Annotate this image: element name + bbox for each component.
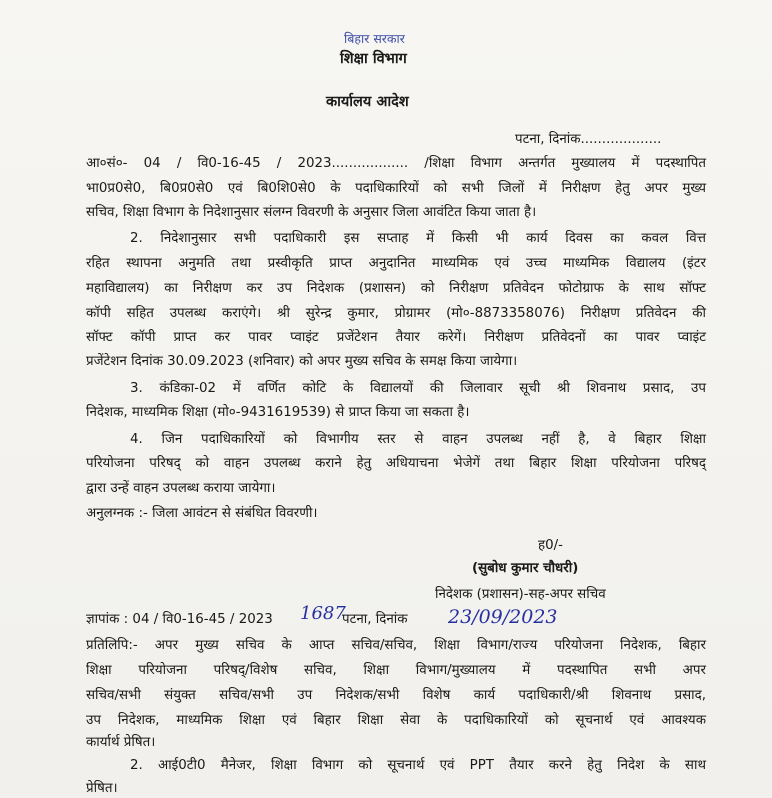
copy-line: कार्यार्थ प्रेषित। xyxy=(86,735,156,750)
para3-line: 3. कंडिका-02 में वर्णित कोटि के विद्यालयों की जिलावार सूची श्री शिवनाथ प्रसाद, उप xyxy=(130,381,706,396)
government-header: बिहार सरकार xyxy=(344,31,405,46)
copy2-line: 2. आई0टी0 मैनेजर, शिक्षा विभाग को सूचनार्थ एवं PPT तैयार करने हेतु निदेश के साथ xyxy=(130,758,706,773)
order-title: कार्यालय आदेश xyxy=(326,94,409,110)
copy-line: उप निदेशक, माध्यमिक शिक्षा एवं बिहार शिक्षा सेवा के पदाधिकारियों को सूचनार्थ एवं आवश्यक xyxy=(86,713,706,728)
ref-line: भा0प्र0से0, बि0प्र0से0 एवं बि0शि0से0 के पदाधिकारियों को सभी जिलों में निरीक्षण हेतु अपर मुख्य xyxy=(86,181,706,196)
signatory-designation: निदेशक (प्रशासन)-सह-अपर सचिव xyxy=(435,587,606,602)
copy-line: सचिव/सभी संयुक्त सचिव/सभी उप निदेशक/सभी विशेष कार्य पदाधिकारी/श्री शिवनाथ प्रसाद, xyxy=(86,688,706,703)
signatory-name: (सुबोध कुमार चौधरी) xyxy=(472,561,579,576)
memo-number-handwritten: 1687 xyxy=(300,603,346,624)
para4-line: परियोजना परिषद् को वाहन उपलब्ध कराने हेतु अधियाचना भेजेगें तथा बिहार शिक्षा परियोजना परिषद् xyxy=(86,456,706,471)
signed-mark: ह0/- xyxy=(538,538,563,553)
ref-line: सचिव, शिक्षा विभाग के निदेशानुसार संलग्न विवरणी के अनुसार जिला आवंटित किया जाता है। xyxy=(86,205,537,220)
memo-date-handwritten: 23/09/2023 xyxy=(448,606,558,628)
department-header: शिक्षा विभाग xyxy=(340,51,407,67)
para2-line: कॉपी सहित उपलब्ध कराएंगे। श्री सुरेन्द्र कुमार, प्रोग्रामर (मो०-8873358076) निरीक्षण प्रतिवेदन की xyxy=(86,306,706,321)
para2-line: प्रजेंटेशन दिनांक 30.09.2023 (शनिवार) को अपर मुख्य सचिव के समक्ष किया जायेगा। xyxy=(86,354,518,369)
para2-line: सॉफ्ट कॉपी प्राप्त कर पावर प्वाइंट प्रजेंटेशन तैयार करेगें। निरीक्षण प्रतिवेदनों का पावर प्वाइंट xyxy=(86,330,706,345)
ref-line: आ०सं०- 04 / वि0-16-45 / 2023.................. /शिक्षा विभाग अन्तर्गत मुख्यालय में पदस्थापित xyxy=(86,156,706,171)
para2-line: महाविद्यालय) का निरीक्षण कर उप निदेशक (प्रशासन) को निरीक्षण प्रतिवेदन फोटोग्राफ के साथ सॉफ्ट xyxy=(86,281,706,296)
para4-line: 4. जिन पदाधिकारियों को विभागीय स्तर से वाहन उपलब्ध नहीं है, वे बिहार शिक्षा xyxy=(130,432,706,447)
para2-line: रहित स्थापना अनुमति तथा प्रस्वीकृति प्राप्त अनुदानित माध्यमिक एवं उच्च माध्यमिक विद्यालय (इंटर xyxy=(86,256,706,271)
memo-prefix: ज्ञापांक : 04 / वि0-16-45 / 2023 xyxy=(86,612,273,627)
para2-line: 2. निदेशानुसार सभी पदाधिकारी इस सप्ताह में किसी भी कार्य दिवस का कवल वित्त xyxy=(130,231,706,246)
copy-line: शिक्षा परियोजना परिषद्/विशेष सचिव, शिक्षा विभाग/मुख्यालय में पदस्थापित सभी अपर xyxy=(86,663,706,678)
place-date: पटना, दिनांक................... xyxy=(515,132,662,147)
copy-line: प्रतिलिपि:- अपर मुख्य सचिव के आप्त सचिव/सचिव, शिक्षा विभाग/राज्य परियोजना निदेशक, बिहार xyxy=(86,638,706,653)
copy2-line: प्रेषित। xyxy=(86,781,118,796)
para3-line: निदेशक, माध्यमिक शिक्षा (मो०-9431619539) से प्राप्त किया जा सकता है। xyxy=(86,405,470,420)
memo-place: पटना, दिनांक xyxy=(342,612,408,627)
enclosure-note: अनुलग्नक :- जिला आवंटन से संबंधित विवरणी। xyxy=(86,506,318,521)
para4-line: द्वारा उन्हें वाहन उपलब्ध कराया जायेगा। xyxy=(86,481,276,496)
